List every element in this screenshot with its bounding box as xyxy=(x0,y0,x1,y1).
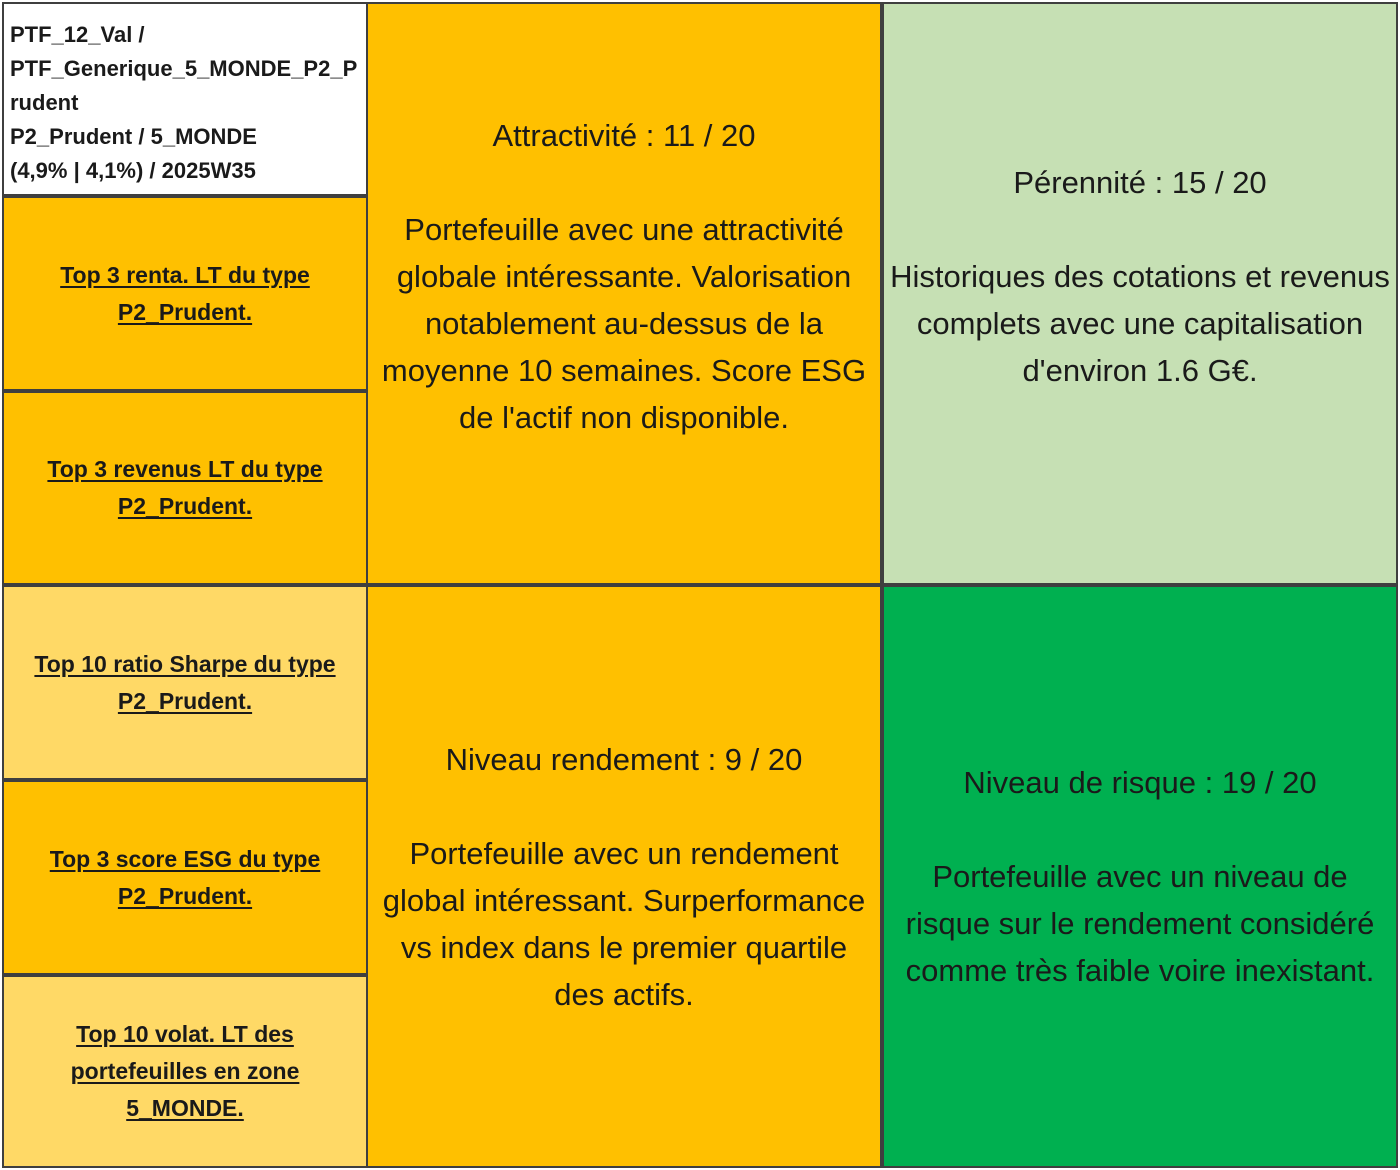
top-sharpe-link[interactable]: Top 10 ratio Sharpe du type P2_Prudent. xyxy=(34,650,336,714)
perennite-title: Pérennité : 15 / 20 xyxy=(1013,165,1267,200)
top-esg-link[interactable]: Top 3 score ESG du type P2_Prudent. xyxy=(49,845,321,909)
top-revenus-cell xyxy=(2,391,368,585)
perennite-text: Historiques des cotations et revenus complets avec une capitalisation d'environ 1.6 G€. xyxy=(890,259,1390,388)
portfolio-header-line-1: PTF_12_Val / xyxy=(10,22,145,47)
risque-title: Niveau de risque : 19 / 20 xyxy=(963,765,1317,800)
portfolio-header-line-3: P2_Prudent / 5_MONDE xyxy=(10,124,257,149)
risque-panel xyxy=(882,585,1398,1168)
attractivite-title: Attractivité : 11 / 20 xyxy=(492,118,756,153)
perennite-panel xyxy=(882,2,1398,585)
attractivite-text: Portefeuille avec une attractivité globale intéressante. Valorisation notablement au-dessus de la moyenne 10 semaines. Score ESG de l'actif non disponible. xyxy=(381,212,867,435)
rendement-panel xyxy=(366,585,882,1168)
top-renta-cell xyxy=(2,196,368,391)
top-esg-cell xyxy=(2,780,368,975)
top-renta-link[interactable]: Top 3 renta. LT du type P2_Prudent. xyxy=(60,261,310,325)
top-revenus-link[interactable]: Top 3 revenus LT du type P2_Prudent. xyxy=(47,456,323,519)
rendement-title: Niveau rendement : 9 / 20 xyxy=(445,741,803,777)
rendement-text: Portefeuille avec un rendement global intéressant. Surperformance vs index dans le premier quartile des actifs. xyxy=(382,835,866,1012)
portfolio-header-line-4: (4,9% | 4,1%) / 2025W35 xyxy=(10,158,256,183)
top-volat-link[interactable]: Top 10 volat. LT des portefeuilles en zone 5_MONDE. xyxy=(70,1021,300,1121)
top-volat-cell xyxy=(2,975,368,1168)
portfolio-header xyxy=(2,2,368,196)
portfolio-header-line-2: PTF_Generique_5_MONDE_P2_Prudent xyxy=(10,56,358,115)
top-sharpe-cell xyxy=(2,585,368,780)
risque-text: Portefeuille avec un niveau de risque sur le rendement considéré comme très faible voire inexistant. xyxy=(905,859,1375,988)
attractivite-panel xyxy=(366,2,882,585)
